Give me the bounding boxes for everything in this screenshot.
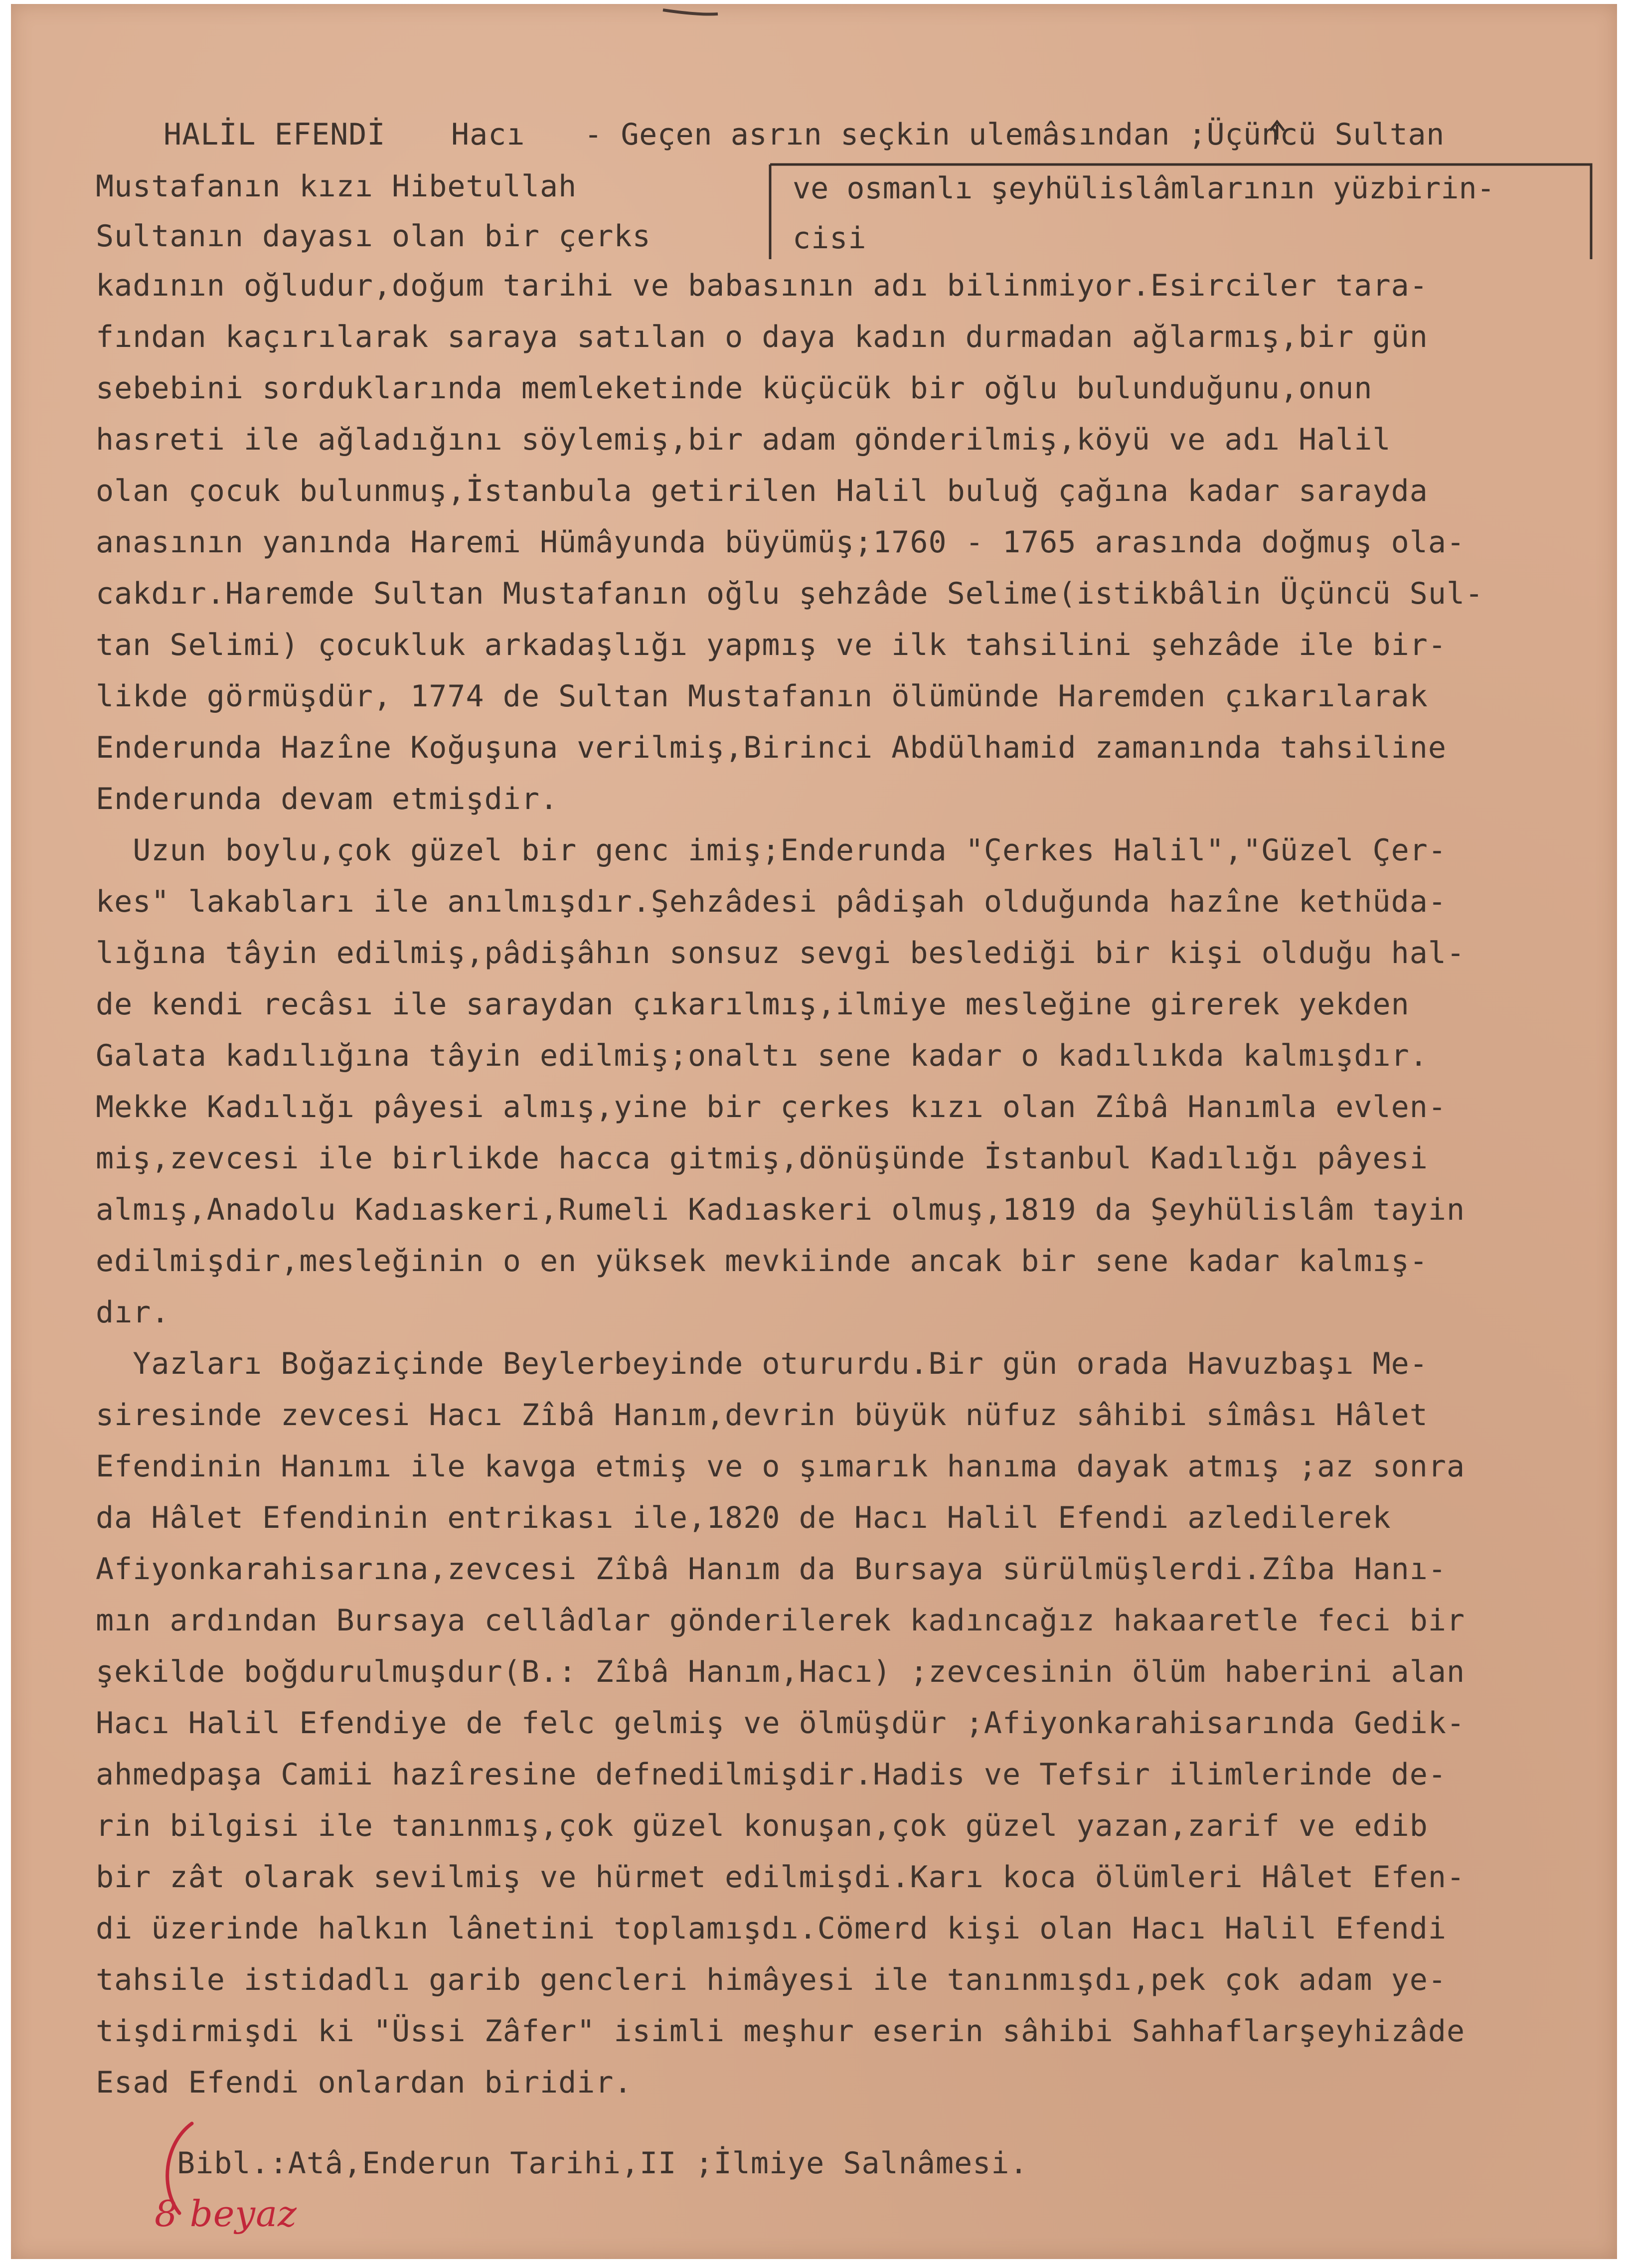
body-line: Mekke Kadılığı pâyesi almış,yine bir çerkes kızı olan Zîbâ Hanımla evlen- [96, 1090, 1447, 1125]
body-line: şekilde boğdurulmuşdur(B.: Zîbâ Hanım,Hacı) ;zevcesinin ölüm haberini alan [96, 1654, 1465, 1689]
bibliography: Bibl.:Atâ,Enderun Tarihi,II ;İlmiye Salnâmesi. [177, 2146, 1028, 2181]
body-line: lığına tâyin edilmiş,pâdişâhın sonsuz sevgi beslediği bir kişi olduğu hal- [96, 936, 1465, 971]
boxed-insert-line: ve osmanlı şeyhülislâmlarının yüzbirin- [793, 171, 1495, 206]
body-line: de kendi recâsı ile saraydan çıkarılmış,ilmiye mesleğine girerek yekden [96, 987, 1410, 1022]
body-line: mın ardından Bursaya cellâdlar gönderilerek kadıncağız hakaaretle feci bir [96, 1603, 1465, 1638]
heading-paren: Hacı [451, 117, 525, 152]
body-line: rin bilgisi ile tanınmış,çok güzel konuşan,çok güzel yazan,zarif ve edib [96, 1808, 1428, 1843]
body-line: da Hâlet Efendinin entrikası ile,1820 de Hacı Halil Efendi azledilerek [96, 1500, 1391, 1535]
body-line: bir zât olarak sevilmiş ve hürmet edilmişdi.Karı koca ölümleri Hâlet Efen- [96, 1860, 1465, 1895]
body-line: sebebini sorduklarında memleketinde küçücük bir oğlu bulunduğunu,onun [96, 371, 1373, 406]
body-line: Hacı Halil Efendiye de felc gelmiş ve ölmüşdür ;Afiyonkarahisarında Gedik- [96, 1706, 1465, 1741]
body-line: tan Selimi) çocukluk arkadaşlığı yapmış ve ilk tahsilini şehzâde ile bir- [96, 628, 1447, 662]
body-line: kadının oğludur,doğum tarihi ve babasının adı bilinmiyor.Esirciler tara- [96, 268, 1428, 303]
body-line: likde görmüşdür, 1774 de Sultan Mustafanın ölümünde Haremden çıkarılarak [96, 679, 1428, 714]
body-line: siresinde zevcesi Hacı Zîbâ Hanım,devrin büyük nüfuz sâhibi sîmâsı Hâlet [96, 1398, 1428, 1433]
heading-rest: - Geçen asrın seçkin ulemâsından ;Üçüncü Sultan [584, 117, 1445, 152]
body-line: olan çocuk bulunmuş,İstanbula getirilen Halil buluğ çağına kadar sarayda [96, 474, 1428, 508]
body-line: hasreti ile ağladığını söylemiş,bir adam gönderilmiş,köyü ve adı Halil [96, 422, 1391, 457]
body-line: anasının yanında Haremi Hümâyunda büyümüş;1760 - 1765 arasında doğmuş ola- [96, 525, 1465, 560]
body-line: fından kaçırılarak saraya satılan o daya kadın durmadan ağlarmış,bir gün [96, 320, 1428, 354]
boxed-insert-line: cisi [793, 221, 867, 256]
body-line: edilmişdir,mesleğinin o en yüksek mevkiinde ancak bir sene kadar kalmış- [96, 1244, 1428, 1279]
body-line: tişdirmişdi ki "Üssi Zâfer" isimli meşhur eserin sâhibi Sahhaflarşeyhizâde [96, 2014, 1465, 2049]
body-line: almış,Anadolu Kadıaskeri,Rumeli Kadıaskeri olmuş,1819 da Şeyhülislâm tayin [96, 1192, 1465, 1227]
body-line: Enderunda devam etmişdir. [96, 782, 559, 816]
body-line: di üzerinde halkın lânetini toplamışdı.Cömerd kişi olan Hacı Halil Efendi [96, 1911, 1447, 1946]
body-line: Yazları Boğaziçinde Beylerbeyinde otururdu.Bir gün orada Havuzbaşı Me- [96, 1346, 1428, 1381]
body-line: tahsile istidadlı garib gencleri himâyesi ile tanınmışdı,pek çok adam ye- [96, 1962, 1447, 1997]
body-line: cakdır.Haremde Sultan Mustafanın oğlu şehzâde Selime(istikbâlin Üçüncü Sul- [96, 576, 1484, 611]
body-line: dır. [96, 1295, 170, 1330]
body-line: Afiyonkarahisarına,zevcesi Zîbâ Hanım da Bursaya sürülmüşlerdi.Zîba Hanı- [96, 1552, 1447, 1587]
left-column-line: Mustafanın kızı Hibetullah [96, 169, 577, 204]
body-line: kes" lakabları ile anılmışdır.Şehzâdesi pâdişah olduğunda hazîne kethüda- [96, 884, 1447, 919]
left-column-line: Sultanın dayası olan bir çerks [96, 219, 651, 254]
body-line: Galata kadılığına tâyin edilmiş;onaltı sene kadar o kadılıkda kalmışdır. [96, 1038, 1428, 1073]
body-line: miş,zevcesi ile birlikde hacca gitmiş,dönüşünde İstanbul Kadılığı pâyesi [96, 1141, 1428, 1176]
body-line: Esad Efendi onlardan biridir. [96, 2065, 633, 2100]
body-line: Uzun boylu,çok güzel bir genc imiş;Enderunda "Çerkes Halil","Güzel Çer- [96, 833, 1447, 868]
heading-name: HALİL EFENDİ [163, 117, 386, 152]
body-line: ahmedpaşa Camii hazîresine defnedilmişdir.Hadis ve Tefsir ilimlerinde de- [96, 1757, 1447, 1792]
handwritten-note: 8 beyaz [155, 2193, 297, 2235]
body-line: Efendinin Hanımı ile kavga etmiş ve o şımarık hanıma dayak atmış ;az sonra [96, 1449, 1465, 1484]
body-line: Enderunda Hazîne Koğuşuna verilmiş,Birinci Abdülhamid zamanında tahsiline [96, 730, 1447, 765]
